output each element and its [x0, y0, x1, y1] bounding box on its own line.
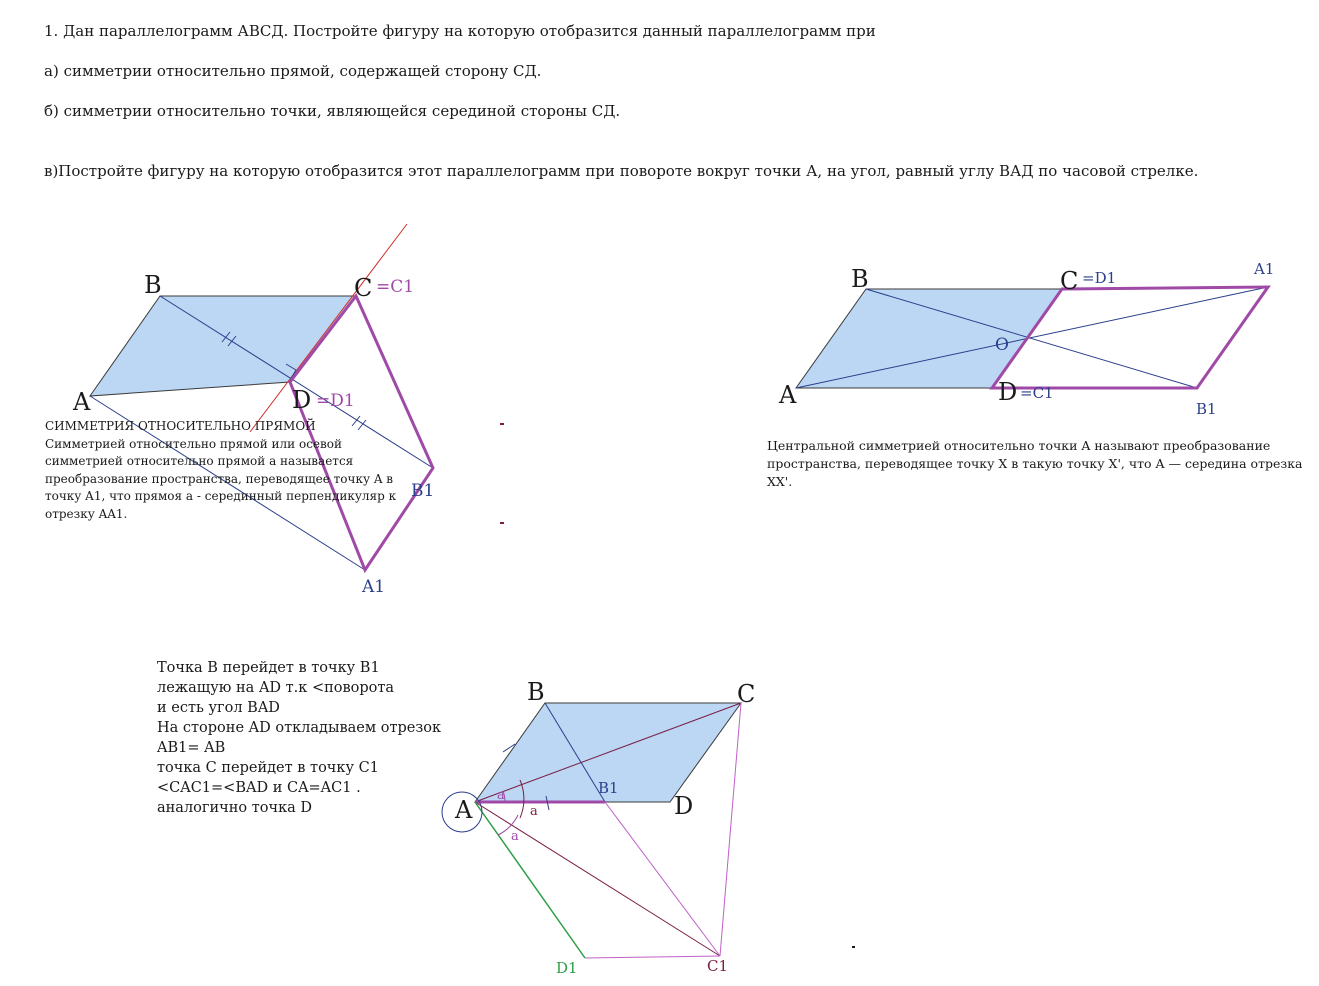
label-a: A: [73, 388, 91, 416]
angle-label-2: a: [530, 804, 538, 819]
definition-title: СИММЕТРИЯ ОТНОСИТЕЛЬНО ПРЯМОЙ: [45, 419, 316, 433]
label-c: C: [737, 680, 756, 708]
segment-d1-c1: [585, 956, 720, 958]
explanation-line: лежащую на AD т.к <поворота: [157, 680, 395, 696]
explanation-line: Точка В перейдет в точку В1: [157, 660, 380, 676]
label-b1: B1: [1196, 400, 1217, 418]
explanation-line: <CAC1=<BAD и CA=AC1 .: [157, 780, 361, 796]
stray-mark: [500, 522, 504, 524]
label-a1: A1: [362, 577, 386, 597]
label-c1: =C1: [1020, 384, 1054, 402]
label-d1: D1: [556, 959, 578, 977]
label-b: B: [527, 678, 545, 706]
label-a: A: [779, 381, 797, 409]
segment-b1-c1: [605, 802, 720, 956]
task-intro: 1. Дан параллелограмм АВСД. Постройте фигуру на которую отобразится данный параллелограмм при: [44, 22, 876, 40]
label-c1: =C1: [376, 277, 415, 297]
label-a: A: [455, 796, 473, 824]
label-d1: =D1: [316, 391, 355, 411]
rotation-explanation: [157, 658, 457, 818]
figure-rotation: [442, 678, 855, 977]
angle-label-1: a: [497, 788, 505, 803]
explanation-line: точка С перейдет в точку С1: [157, 760, 379, 776]
line-symmetry-definition: [45, 418, 405, 523]
figure-point-symmetry: [778, 260, 1274, 418]
task-b: б) симметрии относительно точки, являющейся серединой стороны СД.: [44, 102, 621, 120]
label-d: D: [292, 386, 312, 414]
segment-c-c1: [720, 703, 741, 956]
label-d: D: [998, 378, 1018, 406]
label-a1: A1: [1254, 260, 1275, 278]
figure-line-symmetry: [72, 224, 504, 597]
label-c1: C1: [707, 957, 729, 975]
task-a: а) симметрии относительно прямой, содержащей сторону СД.: [44, 62, 542, 80]
label-b: B: [144, 271, 162, 299]
label-o: O: [995, 335, 1009, 355]
definition-text: Симметрией относительно прямой или осевой симметрией относительно прямой a называется преобразование пространства, переводящее точку A в точку A1, что прямоя a - серединный перпендикуляр к отрезку AA1.: [45, 436, 397, 521]
label-b: B: [851, 265, 869, 293]
angle-label-3: a: [511, 829, 519, 844]
explanation-line: аналогично точка D: [157, 800, 313, 816]
label-b1: B1: [598, 779, 619, 797]
explanation-line: На стороне AD откладываем отрезок: [157, 720, 442, 736]
segment-a-d1: [475, 802, 585, 958]
label-b1: B1: [411, 481, 435, 501]
point-symmetry-definition: Центральной симметрией относительно точки A называют преобразование пространства, переводящее точку X в такую точку X', что A — середина отрезка XX'.: [767, 438, 1303, 489]
stray-mark: [500, 423, 504, 425]
parallelogram-abcd-2: [796, 289, 1062, 388]
stray-mark: [852, 946, 855, 948]
explanation-line: и есть угол BAD: [157, 700, 280, 716]
label-c: C: [1060, 267, 1079, 295]
task-c: в)Постройте фигуру на которую отобразится этот параллелограмм при повороте вокруг точки А, на угол, равный углу ВАД по часовой стрелке.: [44, 162, 1199, 180]
explanation-line: AB1= AB: [157, 740, 226, 756]
label-d: D: [674, 792, 694, 820]
label-d1: =D1: [1082, 269, 1117, 287]
label-c: C: [354, 274, 373, 302]
